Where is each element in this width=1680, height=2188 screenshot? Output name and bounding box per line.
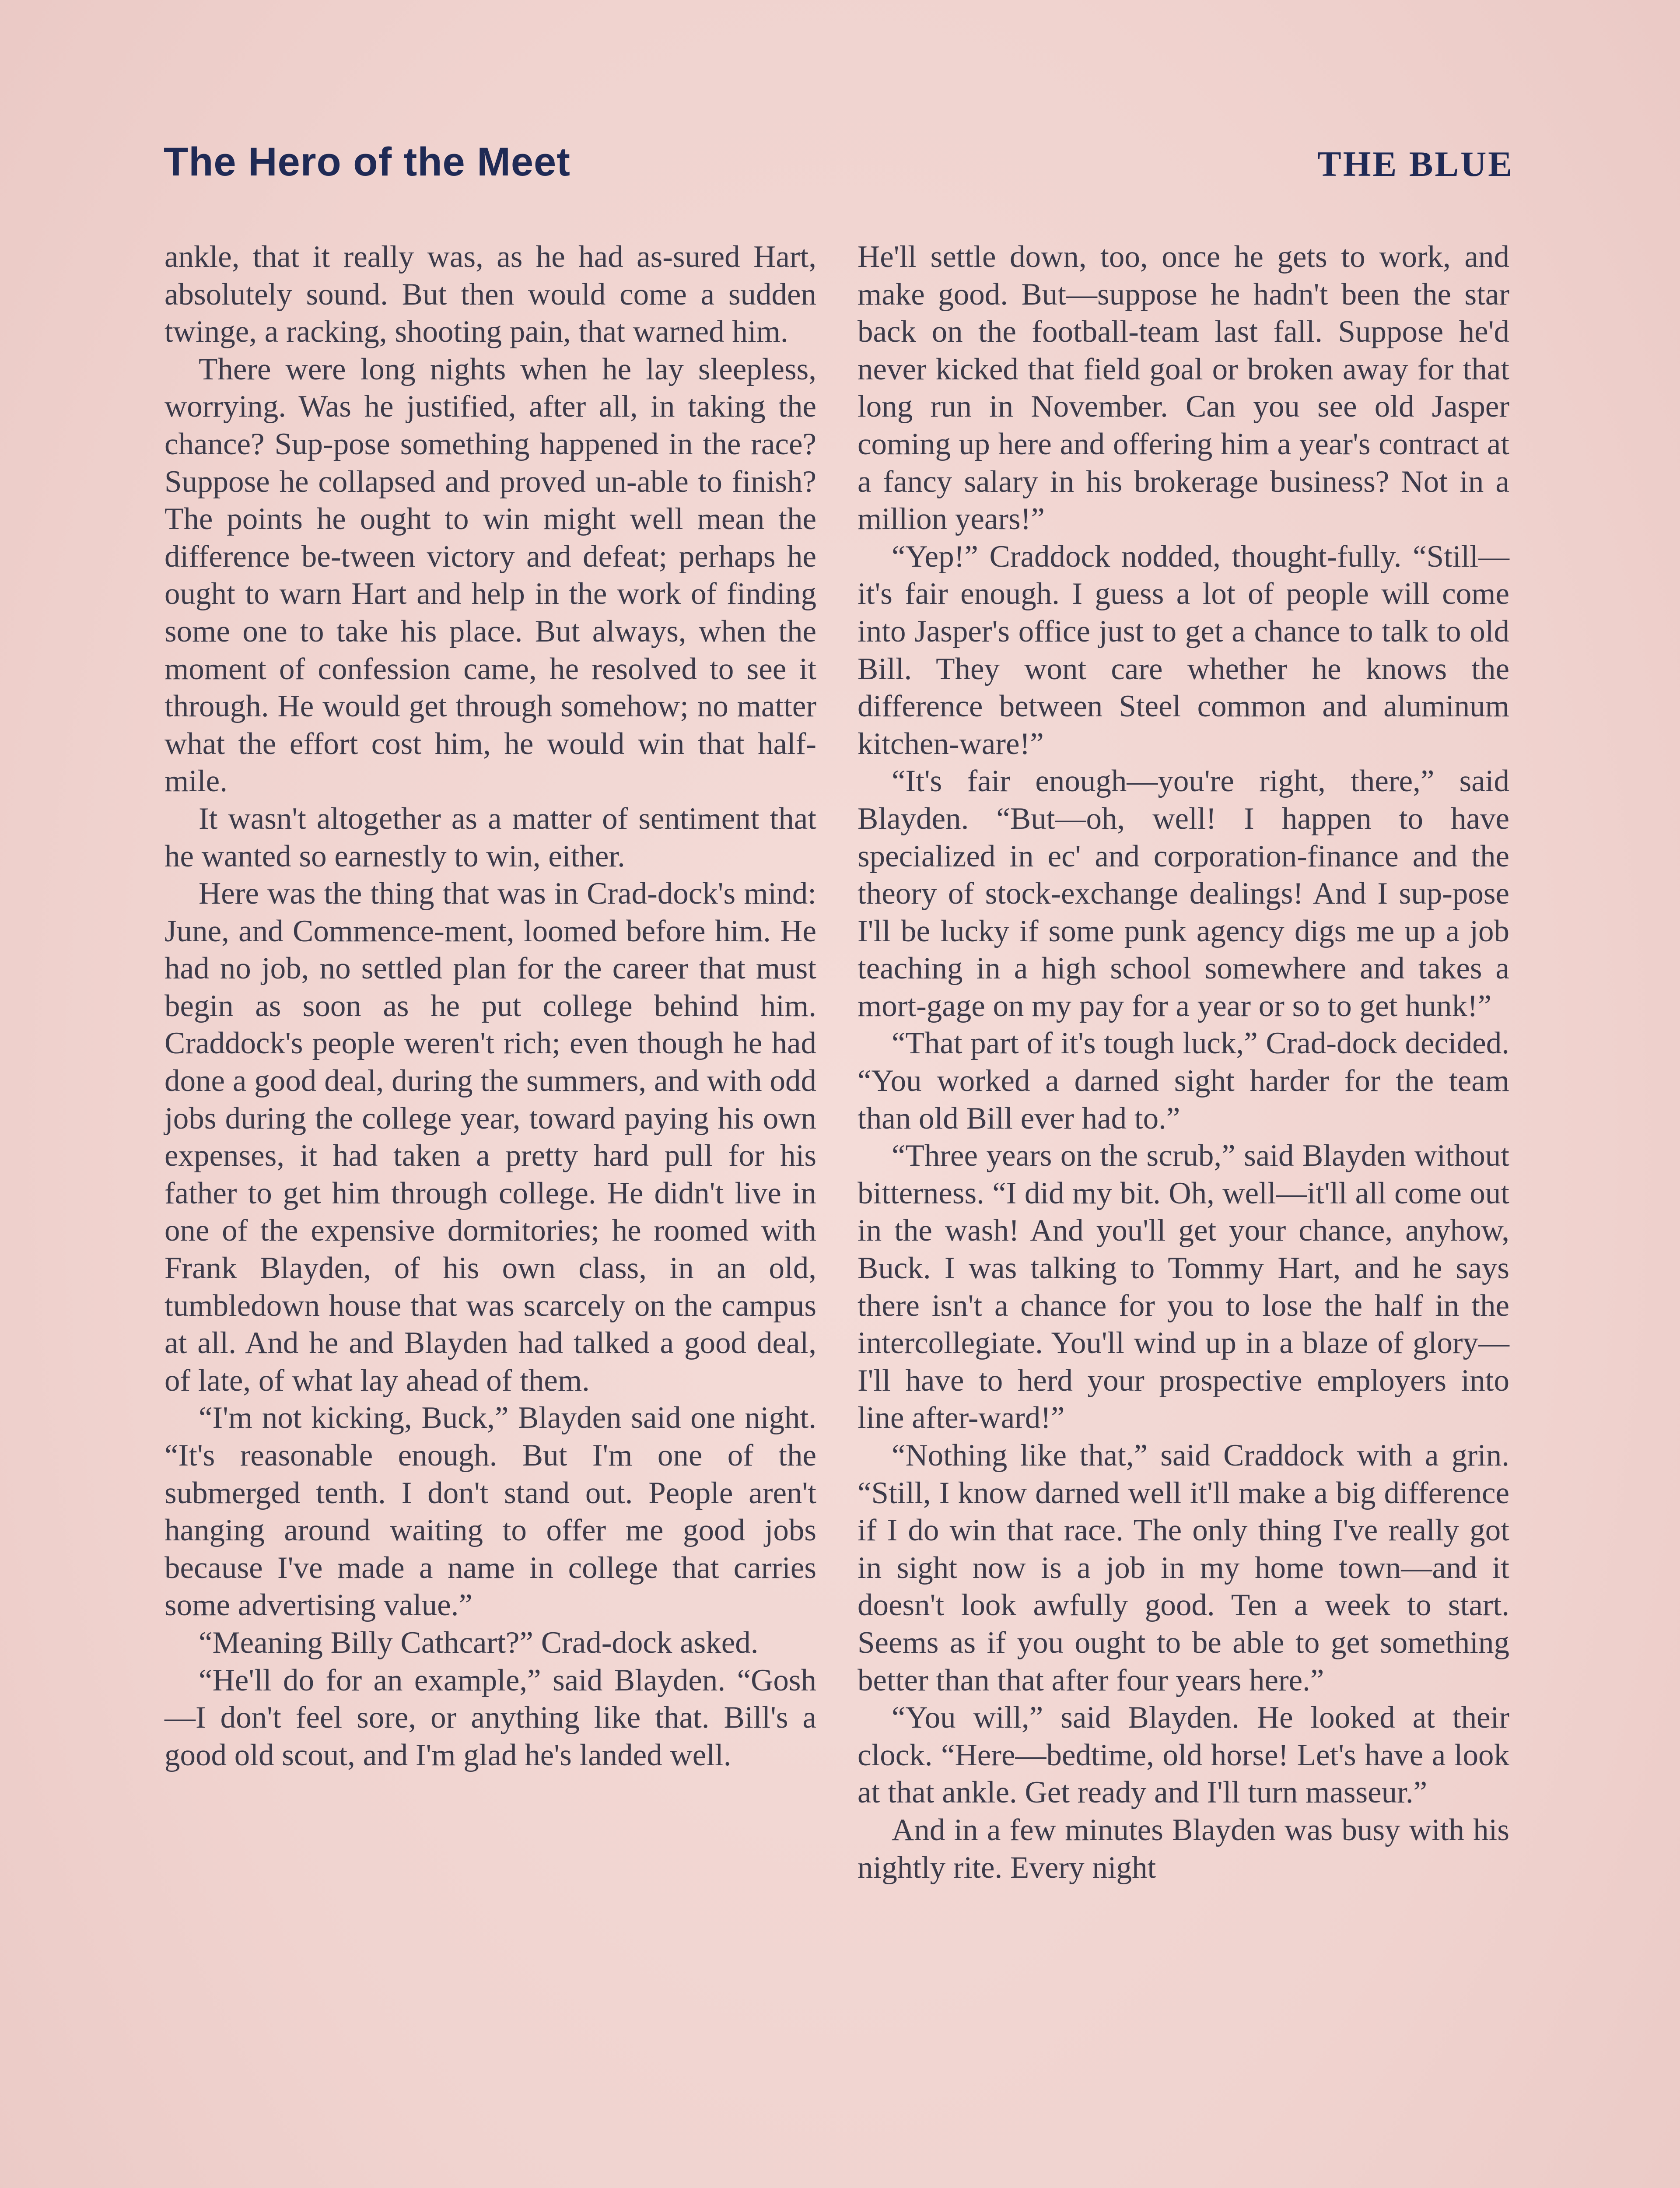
paragraph: “Meaning Billy Cathcart?” Crad-dock asked. bbox=[199, 1625, 759, 1660]
paragraph: Here was the thing that was in Crad-dock's mind: June, and Commence-ment, loomed before him. He had no job, no settled plan for the career that must begin as soon as he put college behind him. Craddock's people weren't rich; even though he had done a good deal, during the summers, and with odd jobs during the college year, toward paying his own expenses, it had taken a pretty hard pull for his father to get him through college. He didn't live in one of the expensive dormitories; he roomed with Frank Blayden, of his own class, in an old, tumbledown house that was scarcely on the campus at all. And he and Blayden had talked a good deal, of late, of what lay ahead of them. bbox=[164, 877, 816, 1398]
paragraph: “I'm not kicking, Buck,” Blayden said one night. “It's reasonable enough. But I'm one of the submerged tenth. I don't stand out. People aren't hanging around waiting to offer me good jobs because I've made a name in college that carries some advertising value.” bbox=[164, 1401, 816, 1623]
paragraph: “It's fair enough—you're right, there,” said Blayden. “But—oh, well! I happen to have specialized in ec' and corporation-finance and the theory of stock-exchange dealings! And I sup-pose I'll be lucky if some punk agency digs me up a job teaching in a high school somewhere and takes a mort-gage on my pay for a year or so to get hunk!” bbox=[858, 764, 1509, 1023]
story-title: The Hero of the Meet bbox=[164, 140, 570, 184]
paragraph: “He'll do for an example,” said Blayden. “Gosh—I don't feel sore, or anything like that. Bill's a good old scout, and I'm glad he's landed well. bbox=[164, 1663, 816, 1772]
paragraph: It wasn't altogether as a matter of sentiment that he wanted so earnestly to win, either. bbox=[164, 801, 816, 873]
paragraph: He'll settle down, too, once he gets to work, and make good. But—suppose he hadn't been the star back on the football-team last fall. Suppose he'd never kicked that field goal or broken away for that long run in November. Can you see old Jasper coming up here and offering him a year's contract at a fancy salary in his brokerage business? Not in a million years!” bbox=[858, 240, 1509, 536]
paragraph: “Three years on the scrub,” said Blayden without bitterness. “I did my bit. Oh, well—it'll all come out in the wash! And you'll get your chance, anyhow, Buck. I was talking to Tommy Hart, and he says there isn't a chance for you to lose the half in the intercollegiate. You'll wind up in a blaze of glory—I'll have to herd your prospective employers into line after-ward!” bbox=[858, 1139, 1509, 1435]
left-column bbox=[164, 238, 816, 1774]
paragraph: There were long nights when he lay sleepless, worrying. Was he justified, after all, in taking the chance? Sup-pose something happened in the race? Suppose he collapsed and proved un-able to finish? The points he ought to win might well mean the difference be-tween victory and defeat; perhaps he ought to warn Hart and help in the work of finding some one to take his place. But always, when the moment of confession came, he resolved to see it through. He would get through somehow; no matter what the effort cost him, he would win that half-mile. bbox=[164, 352, 816, 799]
magazine-name: THE BLUE bbox=[1317, 144, 1514, 184]
right-column bbox=[858, 238, 1509, 1886]
paragraph: “You will,” said Blayden. He looked at their clock. “Here—bedtime, old horse! Let's have a look at that ankle. Get ready and I'll turn masseur.” bbox=[858, 1701, 1509, 1810]
paragraph: “Yep!” Craddock nodded, thought-fully. “Still—it's fair enough. I guess a lot of people will come into Jasper's office just to get a chance to talk to old Bill. They wont care whether he knows the difference between Steel common and aluminum kitchen-ware!” bbox=[858, 539, 1509, 761]
paragraph: “That part of it's tough luck,” Crad-dock decided. “You worked a darned sight harder for the team than old Bill ever had to.” bbox=[858, 1026, 1509, 1136]
paragraph: And in a few minutes Blayden was busy with his nightly rite. Every night bbox=[858, 1813, 1509, 1885]
paragraph: “Nothing like that,” said Craddock with a grin. “Still, I know darned well it'll make a big difference if I do win that race. The only thing I've really got in sight now is a job in my home town—and it doesn't look awfully good. Ten a week to start. Seems as if you ought to be able to get something better than that after four years here.” bbox=[858, 1438, 1509, 1697]
paragraph: ankle, that it really was, as he had as-sured Hart, absolutely sound. But then would come a sudden twinge, a racking, shooting pain, that warned him. bbox=[164, 240, 816, 349]
